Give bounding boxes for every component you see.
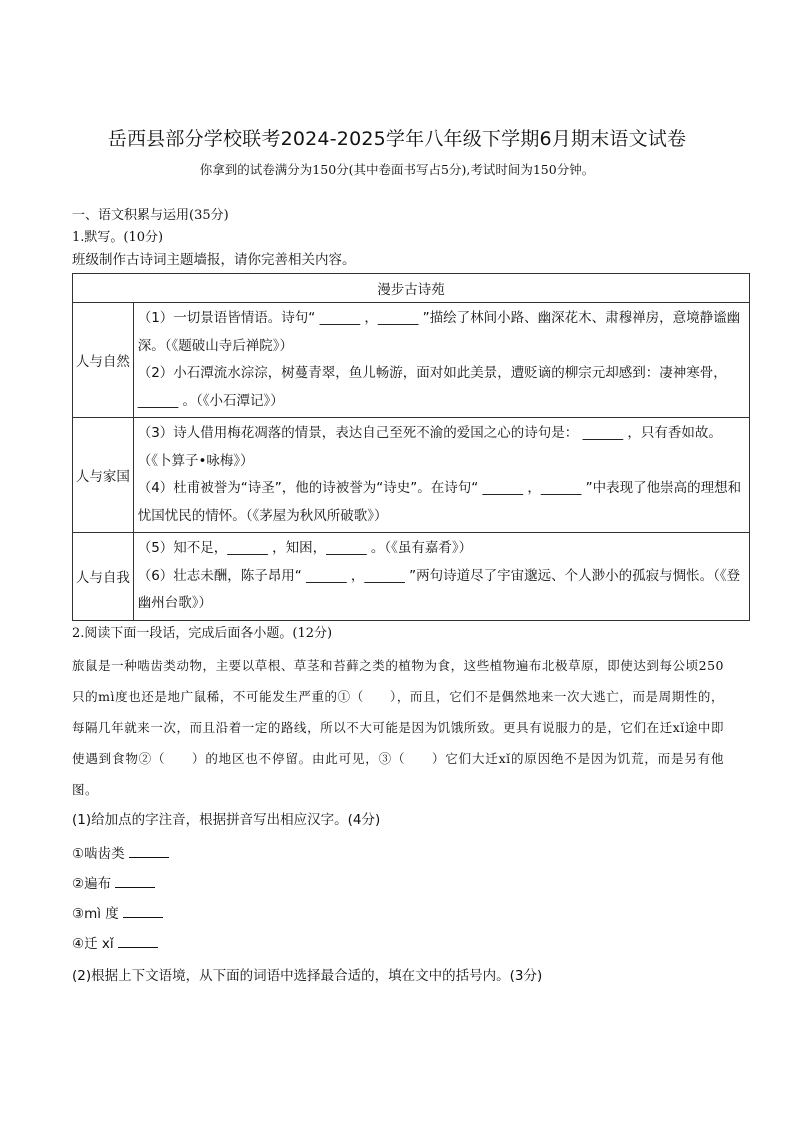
reading-passage: 旅鼠是一种啮齿类动物，主要以草根、草茎和苔藓之类的植物为食，这些植物遍布北极草原，即使达到每公顷250只的mì度也还是地广鼠稀，不可能发生严重的①（ ），而且，它们不是偶然地来一次大逃亡，而是周期性的，每隔几年就来一次，而且沿着一定的路线，所以不大可能是因为饥饿所致。更具有说服力的是，它们在迁xǐ途中即使遇到食物②（ ）的地区也不停留。由此可见，③（ ）它们大迁xǐ的原因绝不是因为饥荒，而是另有他图。 <box>72 658 724 797</box>
question-1-intro: 班级制作古诗词主题墙报，请你完善相关内容。 <box>72 252 356 268</box>
table-row <box>133 303 749 418</box>
list-item <box>72 872 155 892</box>
item-text: ①啮齿类 <box>72 846 125 862</box>
list-item <box>72 902 163 922</box>
category-cell: 人与自然 <box>73 303 134 418</box>
item-text: ④迁 xǐ <box>72 936 114 952</box>
subquestion-1-label: (1)给加点的字注音，根据拼音写出相应汉字。(4分) <box>72 812 381 828</box>
item-text: ③mì 度 <box>72 906 119 922</box>
section-heading: 一、语文积累与运用(35分) <box>72 208 229 223</box>
table-header: 漫步古诗苑 <box>73 274 750 303</box>
poetry-table <box>72 273 750 621</box>
table-row <box>133 418 749 533</box>
table-row <box>133 533 749 621</box>
question-2-label: 2.阅读下面一段话，完成后面各小题。(12分) <box>72 626 333 641</box>
answer-blank[interactable] <box>129 845 169 858</box>
item-text: ②遍布 <box>72 876 112 892</box>
item-3: （3）诗人借用梅花凋落的情景，表达自己至死不渝的爱国之心的诗句是： ______ ，只有香如故。（《卜算子•咏梅》） <box>137 425 722 469</box>
page-title: 岳西县部分学校联考2024-2025学年八年级下学期6月期末语文试卷 <box>107 128 687 150</box>
item-2: （2）小石潭流水淙淙，树蔓青翠，鱼儿畅游，面对如此美景，遭贬谪的柳宗元却感到：凄神寒骨，______ 。（《小石潭记》） <box>137 365 727 409</box>
item-1: （1）一切景语皆情语。诗句“ ______ ，______ ”描绘了林间小路、幽深花木、肃穆禅房，意境静谧幽深。（《题破山寺后禅院》） <box>137 310 741 354</box>
answer-blank[interactable] <box>123 905 163 918</box>
item-5: （5）知不足，______ ，知困，______ 。（《虽有嘉肴》） <box>137 540 473 556</box>
answer-blank[interactable] <box>118 935 158 948</box>
exam-instructions: 你拿到的试卷满分为150分(其中卷面书写占5分),考试时间为150分钟。 <box>199 162 595 177</box>
category-cell: 人与自我 <box>73 533 134 621</box>
list-item <box>72 932 158 952</box>
item-4: （4）杜甫被誉为“诗圣”，他的诗被誉为“诗史”。在诗句“ ______ ，______ ”中表现了他崇高的理想和忧国忧民的情怀。（《茅屋为秋风所破歌》） <box>137 480 742 524</box>
answer-blank[interactable] <box>115 875 155 888</box>
question-1-label: 1.默写。(10分) <box>72 230 164 245</box>
subquestion-2-label: (2)根据上下文语境，从下面的词语中选择最合适的，填在文中的括号内。(3分) <box>72 968 543 984</box>
list-item <box>72 842 169 862</box>
item-6: （6）壮志未酬，陈子昂用“ ______ ，______ ”两句诗道尽了宇宙邈远、个人渺小的孤寂与惆怅。（《登幽州台歌》） <box>137 567 741 611</box>
category-cell: 人与家国 <box>73 418 134 533</box>
